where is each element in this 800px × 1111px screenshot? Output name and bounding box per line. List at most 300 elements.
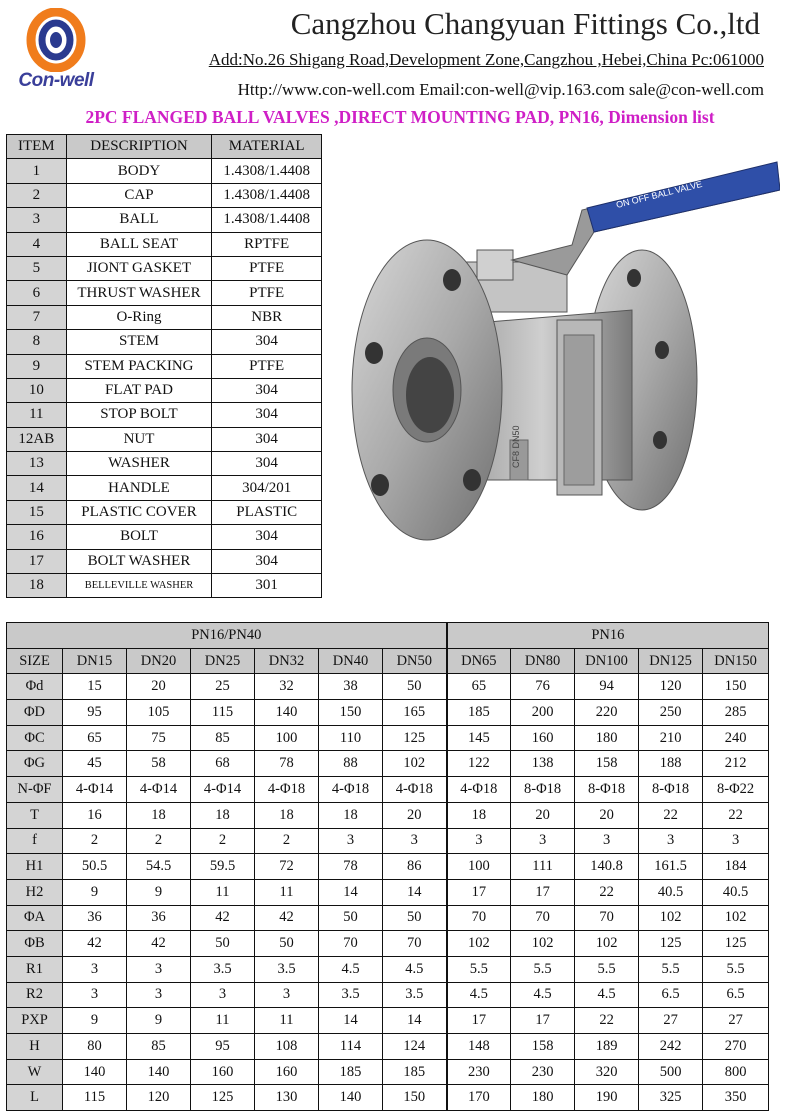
dimension-value: 14: [383, 879, 447, 905]
dimension-row: [7, 828, 769, 854]
dimension-label: R2: [7, 982, 63, 1008]
dimension-value: 230: [447, 1059, 511, 1085]
dimension-label: ΦB: [7, 931, 63, 957]
dimension-value: 210: [639, 725, 703, 751]
dimension-value: 125: [703, 931, 769, 957]
dimension-row: [7, 1008, 769, 1034]
dimension-value: 115: [63, 1085, 127, 1111]
size-header: DN150: [703, 648, 769, 674]
dimension-value: 14: [319, 1008, 383, 1034]
dimension-value: 9: [63, 879, 127, 905]
dimension-row: [7, 854, 769, 880]
dimension-value: 114: [319, 1034, 383, 1060]
dimension-label: H1: [7, 854, 63, 880]
dimension-row: [7, 982, 769, 1008]
dimension-value: 2: [255, 828, 319, 854]
dimension-value: 102: [383, 751, 447, 777]
description-cell: STEM PACKING: [66, 354, 212, 378]
parts-row: [7, 330, 322, 354]
parts-row: [7, 256, 322, 280]
dimension-value: 120: [639, 674, 703, 700]
dimension-value: 102: [447, 931, 511, 957]
material-cell: 304: [212, 403, 322, 427]
dimension-value: 270: [703, 1034, 769, 1060]
dimension-value: 4-Φ14: [127, 777, 191, 803]
dimension-value: 102: [575, 931, 639, 957]
parts-row: [7, 574, 322, 598]
dimension-row: [7, 1085, 769, 1111]
dimension-value: 150: [383, 1085, 447, 1111]
dimension-label: ΦD: [7, 700, 63, 726]
material-cell: 304: [212, 549, 322, 573]
dimension-value: 25: [191, 674, 255, 700]
dimension-value: 76: [511, 674, 575, 700]
dimension-table: [6, 622, 769, 1111]
dimension-value: 285: [703, 700, 769, 726]
dimension-value: 95: [63, 700, 127, 726]
parts-row: [7, 208, 322, 232]
dimension-value: 6.5: [639, 982, 703, 1008]
parts-row: [7, 549, 322, 573]
description-cell: PLASTIC COVER: [66, 500, 212, 524]
dimension-value: 15: [63, 674, 127, 700]
material-cell: 304: [212, 330, 322, 354]
dimension-label: ΦA: [7, 905, 63, 931]
parts-row: [7, 159, 322, 183]
dimension-label: R1: [7, 956, 63, 982]
dimension-value: 4-Φ14: [63, 777, 127, 803]
item-cell: 8: [7, 330, 67, 354]
item-cell: 7: [7, 305, 67, 329]
dimension-value: 3: [703, 828, 769, 854]
size-label: SIZE: [7, 648, 63, 674]
parts-row: [7, 452, 322, 476]
dimension-row: [7, 1059, 769, 1085]
parts-row: [7, 354, 322, 378]
dimension-value: 20: [127, 674, 191, 700]
dimension-value: 184: [703, 854, 769, 880]
dimension-value: 3: [127, 982, 191, 1008]
dimension-value: 9: [63, 1008, 127, 1034]
parts-row: [7, 403, 322, 427]
dimension-value: 212: [703, 751, 769, 777]
material-cell: 1.4308/1.4408: [212, 208, 322, 232]
dimension-value: 68: [191, 751, 255, 777]
dimension-row: [7, 802, 769, 828]
dimension-value: 27: [703, 1008, 769, 1034]
description-cell: BODY: [66, 159, 212, 183]
ball-valve-photo: [332, 150, 780, 590]
dimension-value: 22: [639, 802, 703, 828]
item-cell: 11: [7, 403, 67, 427]
dimension-value: 70: [447, 905, 511, 931]
dimension-value: 3.5: [383, 982, 447, 1008]
handle-label: ON OFF BALL VALVE: [615, 178, 704, 210]
dimension-value: 2: [191, 828, 255, 854]
dimension-value: 65: [447, 674, 511, 700]
dimension-value: 85: [127, 1034, 191, 1060]
dimension-value: 125: [383, 725, 447, 751]
company-address: Add:No.26 Shigang Road,Development Zone,Cangzhou ,Hebei,China Pc:061000: [208, 50, 764, 69]
dimension-value: 95: [191, 1034, 255, 1060]
dimension-value: 11: [191, 1008, 255, 1034]
item-cell: 13: [7, 452, 67, 476]
dimension-value: 160: [511, 725, 575, 751]
dimension-value: 59.5: [191, 854, 255, 880]
dimension-value: 42: [127, 931, 191, 957]
dimension-value: 45: [63, 751, 127, 777]
description-cell: BELLEVILLE WASHER: [66, 574, 212, 598]
item-cell: 10: [7, 378, 67, 402]
dimension-value: 14: [319, 879, 383, 905]
item-cell: 1: [7, 159, 67, 183]
dimension-value: 158: [575, 751, 639, 777]
dimension-value: 5.5: [447, 956, 511, 982]
dimension-value: 185: [383, 1059, 447, 1085]
group-header-pn16: PN16: [447, 623, 769, 649]
dimension-value: 111: [511, 854, 575, 880]
dimension-value: 78: [255, 751, 319, 777]
dimension-value: 16: [63, 802, 127, 828]
dimension-value: 108: [255, 1034, 319, 1060]
dimension-value: 3: [447, 828, 511, 854]
dimension-value: 22: [575, 879, 639, 905]
material-cell: NBR: [212, 305, 322, 329]
dimension-value: 85: [191, 725, 255, 751]
dimension-value: 138: [511, 751, 575, 777]
size-header: DN15: [63, 648, 127, 674]
dimension-value: 40.5: [703, 879, 769, 905]
size-header: DN80: [511, 648, 575, 674]
dimension-value: 800: [703, 1059, 769, 1085]
dimension-value: 17: [447, 879, 511, 905]
dimension-row: [7, 905, 769, 931]
dimension-label: ΦG: [7, 751, 63, 777]
dimension-value: 17: [511, 1008, 575, 1034]
dimension-value: 18: [127, 802, 191, 828]
material-cell: PTFE: [212, 256, 322, 280]
dimension-value: 3: [639, 828, 703, 854]
dimension-row: [7, 956, 769, 982]
dimension-value: 188: [639, 751, 703, 777]
dimension-value: 70: [575, 905, 639, 931]
dimension-value: 102: [511, 931, 575, 957]
column-header: MATERIAL: [212, 135, 322, 159]
dimension-value: 22: [703, 802, 769, 828]
dimension-value: 325: [639, 1085, 703, 1111]
dimension-value: 32: [255, 674, 319, 700]
material-cell: 304/201: [212, 476, 322, 500]
parts-row: [7, 232, 322, 256]
dimension-value: 145: [447, 725, 511, 751]
dimension-value: 4-Φ14: [191, 777, 255, 803]
dimension-value: 4.5: [319, 956, 383, 982]
body-marking: CF8 DN50: [511, 425, 521, 468]
dimension-value: 70: [511, 905, 575, 931]
description-cell: JIONT GASKET: [66, 256, 212, 280]
dimension-value: 240: [703, 725, 769, 751]
parts-table: [6, 134, 322, 598]
dimension-label: ΦC: [7, 725, 63, 751]
dimension-value: 6.5: [703, 982, 769, 1008]
dimension-value: 9: [127, 1008, 191, 1034]
description-cell: THRUST WASHER: [66, 281, 212, 305]
dimension-value: 242: [639, 1034, 703, 1060]
material-cell: PTFE: [212, 281, 322, 305]
parts-row: [7, 500, 322, 524]
description-cell: CAP: [66, 183, 212, 207]
dimension-value: 320: [575, 1059, 639, 1085]
dimension-row: [7, 725, 769, 751]
dimension-value: 70: [319, 931, 383, 957]
material-cell: PTFE: [212, 354, 322, 378]
dimension-value: 4-Φ18: [255, 777, 319, 803]
dimension-value: 3: [63, 982, 127, 1008]
parts-row: [7, 525, 322, 549]
company-contact: Http://www.con-well.com Email:con-well@vip.163.com sale@con-well.com: [237, 80, 764, 99]
dimension-value: 140: [63, 1059, 127, 1085]
item-cell: 14: [7, 476, 67, 500]
dimension-value: 140.8: [575, 854, 639, 880]
dimension-value: 5.5: [575, 956, 639, 982]
description-cell: STEM: [66, 330, 212, 354]
item-cell: 6: [7, 281, 67, 305]
dimension-value: 8-Φ18: [511, 777, 575, 803]
dimension-value: 4.5: [575, 982, 639, 1008]
material-cell: 304: [212, 525, 322, 549]
dimension-value: 5.5: [639, 956, 703, 982]
dimension-value: 140: [127, 1059, 191, 1085]
dimension-value: 75: [127, 725, 191, 751]
dimension-value: 3: [511, 828, 575, 854]
dimension-value: 3.5: [191, 956, 255, 982]
dimension-value: 54.5: [127, 854, 191, 880]
document-title: 2PC FLANGED BALL VALVES ,DIRECT MOUNTING PAD, PN16, Dimension list: [85, 107, 715, 127]
dimension-label: L: [7, 1085, 63, 1111]
dimension-value: 50: [255, 931, 319, 957]
size-header: DN65: [447, 648, 511, 674]
dimension-value: 124: [383, 1034, 447, 1060]
dimension-value: 11: [255, 1008, 319, 1034]
dimension-label: N-ΦF: [7, 777, 63, 803]
dimension-value: 170: [447, 1085, 511, 1111]
dimension-value: 20: [575, 802, 639, 828]
dimension-value: 18: [255, 802, 319, 828]
dimension-value: 4-Φ18: [447, 777, 511, 803]
dimension-value: 8-Φ18: [575, 777, 639, 803]
dimension-value: 42: [63, 931, 127, 957]
dimension-value: 22: [575, 1008, 639, 1034]
description-cell: STOP BOLT: [66, 403, 212, 427]
dimension-value: 115: [191, 700, 255, 726]
dimension-value: 18: [447, 802, 511, 828]
dimension-value: 180: [575, 725, 639, 751]
dimension-value: 190: [575, 1085, 639, 1111]
dimension-value: 4-Φ18: [319, 777, 383, 803]
dimension-value: 36: [127, 905, 191, 931]
logo-text: Con-well: [18, 70, 94, 91]
dimension-value: 185: [319, 1059, 383, 1085]
item-cell: 18: [7, 574, 67, 598]
dimension-value: 65: [63, 725, 127, 751]
size-header-row: [7, 648, 769, 674]
parts-header-row: [7, 135, 322, 159]
dimension-value: 220: [575, 700, 639, 726]
description-cell: WASHER: [66, 452, 212, 476]
material-cell: 301: [212, 574, 322, 598]
size-header: DN50: [383, 648, 447, 674]
dimension-row: [7, 931, 769, 957]
dimension-value: 86: [383, 854, 447, 880]
dimension-value: 161.5: [639, 854, 703, 880]
dimension-value: 102: [703, 905, 769, 931]
dimension-value: 72: [255, 854, 319, 880]
dimension-value: 80: [63, 1034, 127, 1060]
size-header: DN20: [127, 648, 191, 674]
company-name: Cangzhou Changyuan Fittings Co.,ltd: [290, 6, 760, 41]
dimension-value: 42: [255, 905, 319, 931]
dimension-label: Φd: [7, 674, 63, 700]
dimension-label: W: [7, 1059, 63, 1085]
size-header: DN125: [639, 648, 703, 674]
dimension-value: 2: [127, 828, 191, 854]
size-header: DN25: [191, 648, 255, 674]
dimension-value: 58: [127, 751, 191, 777]
material-cell: 304: [212, 378, 322, 402]
dimension-label: H: [7, 1034, 63, 1060]
dimension-value: 3: [255, 982, 319, 1008]
dimension-row: [7, 879, 769, 905]
description-cell: BALL: [66, 208, 212, 232]
dimension-value: 3: [127, 956, 191, 982]
dimension-value: 3: [63, 956, 127, 982]
dimension-value: 11: [255, 879, 319, 905]
dimension-value: 500: [639, 1059, 703, 1085]
dimension-value: 17: [447, 1008, 511, 1034]
dimension-label: T: [7, 802, 63, 828]
description-cell: BOLT: [66, 525, 212, 549]
size-header: DN100: [575, 648, 639, 674]
dimension-value: 50: [191, 931, 255, 957]
column-header: ITEM: [7, 135, 67, 159]
description-cell: NUT: [66, 427, 212, 451]
dimension-value: 3: [383, 828, 447, 854]
dimension-value: 18: [191, 802, 255, 828]
dimension-value: 130: [255, 1085, 319, 1111]
dimension-value: 160: [191, 1059, 255, 1085]
dimension-value: 100: [255, 725, 319, 751]
dimension-value: 8-Φ18: [639, 777, 703, 803]
dimension-value: 250: [639, 700, 703, 726]
dimension-value: 140: [255, 700, 319, 726]
dimension-value: 189: [575, 1034, 639, 1060]
dimension-value: 110: [319, 725, 383, 751]
dimension-label: f: [7, 828, 63, 854]
dimension-value: 125: [191, 1085, 255, 1111]
size-header: DN40: [319, 648, 383, 674]
group-header-pn16-pn40: PN16/PN40: [7, 623, 447, 649]
dimension-value: 14: [383, 1008, 447, 1034]
dimension-value: 3: [575, 828, 639, 854]
dimension-value: 200: [511, 700, 575, 726]
dimension-value: 230: [511, 1059, 575, 1085]
dimension-value: 36: [63, 905, 127, 931]
parts-row: [7, 378, 322, 402]
item-cell: 2: [7, 183, 67, 207]
dimension-value: 122: [447, 751, 511, 777]
dimension-row: [7, 777, 769, 803]
dimension-label: H2: [7, 879, 63, 905]
dimension-value: 88: [319, 751, 383, 777]
material-cell: 304: [212, 427, 322, 451]
dimension-value: 27: [639, 1008, 703, 1034]
dimension-value: 150: [319, 700, 383, 726]
dimension-row: [7, 1034, 769, 1060]
material-cell: 1.4308/1.4408: [212, 183, 322, 207]
material-cell: PLASTIC: [212, 500, 322, 524]
dimension-row: [7, 700, 769, 726]
item-cell: 15: [7, 500, 67, 524]
dimension-value: 50: [383, 905, 447, 931]
dimension-value: 5.5: [511, 956, 575, 982]
dimension-value: 185: [447, 700, 511, 726]
dimension-group-row: [7, 623, 769, 649]
dimension-value: 5.5: [703, 956, 769, 982]
item-cell: 4: [7, 232, 67, 256]
parts-row: [7, 281, 322, 305]
description-cell: BOLT WASHER: [66, 549, 212, 573]
dimension-value: 42: [191, 905, 255, 931]
dimension-value: 3.5: [319, 982, 383, 1008]
item-cell: 5: [7, 256, 67, 280]
dimension-value: 100: [447, 854, 511, 880]
dimension-value: 38: [319, 674, 383, 700]
dimension-value: 11: [191, 879, 255, 905]
description-cell: BALL SEAT: [66, 232, 212, 256]
dimension-row: [7, 674, 769, 700]
dimension-value: 50: [383, 674, 447, 700]
description-cell: O-Ring: [66, 305, 212, 329]
dimension-value: 18: [319, 802, 383, 828]
dimension-value: 105: [127, 700, 191, 726]
dimension-value: 140: [319, 1085, 383, 1111]
dimension-value: 158: [511, 1034, 575, 1060]
dimension-value: 17: [511, 879, 575, 905]
dimension-value: 50: [319, 905, 383, 931]
dimension-value: 350: [703, 1085, 769, 1111]
material-cell: 1.4308/1.4408: [212, 159, 322, 183]
dimension-value: 4.5: [383, 956, 447, 982]
description-cell: FLAT PAD: [66, 378, 212, 402]
dimension-value: 8-Φ22: [703, 777, 769, 803]
dimension-value: 50.5: [63, 854, 127, 880]
dimension-value: 9: [127, 879, 191, 905]
size-header: DN32: [255, 648, 319, 674]
dimension-value: 125: [639, 931, 703, 957]
dimension-label: PXP: [7, 1008, 63, 1034]
dimension-value: 120: [127, 1085, 191, 1111]
column-header: DESCRIPTION: [66, 135, 212, 159]
dimension-value: 3.5: [255, 956, 319, 982]
dimension-value: 150: [703, 674, 769, 700]
dimension-value: 20: [383, 802, 447, 828]
item-cell: 12AB: [7, 427, 67, 451]
item-cell: 9: [7, 354, 67, 378]
parts-row: [7, 183, 322, 207]
item-cell: 3: [7, 208, 67, 232]
dimension-value: 20: [511, 802, 575, 828]
description-cell: HANDLE: [66, 476, 212, 500]
